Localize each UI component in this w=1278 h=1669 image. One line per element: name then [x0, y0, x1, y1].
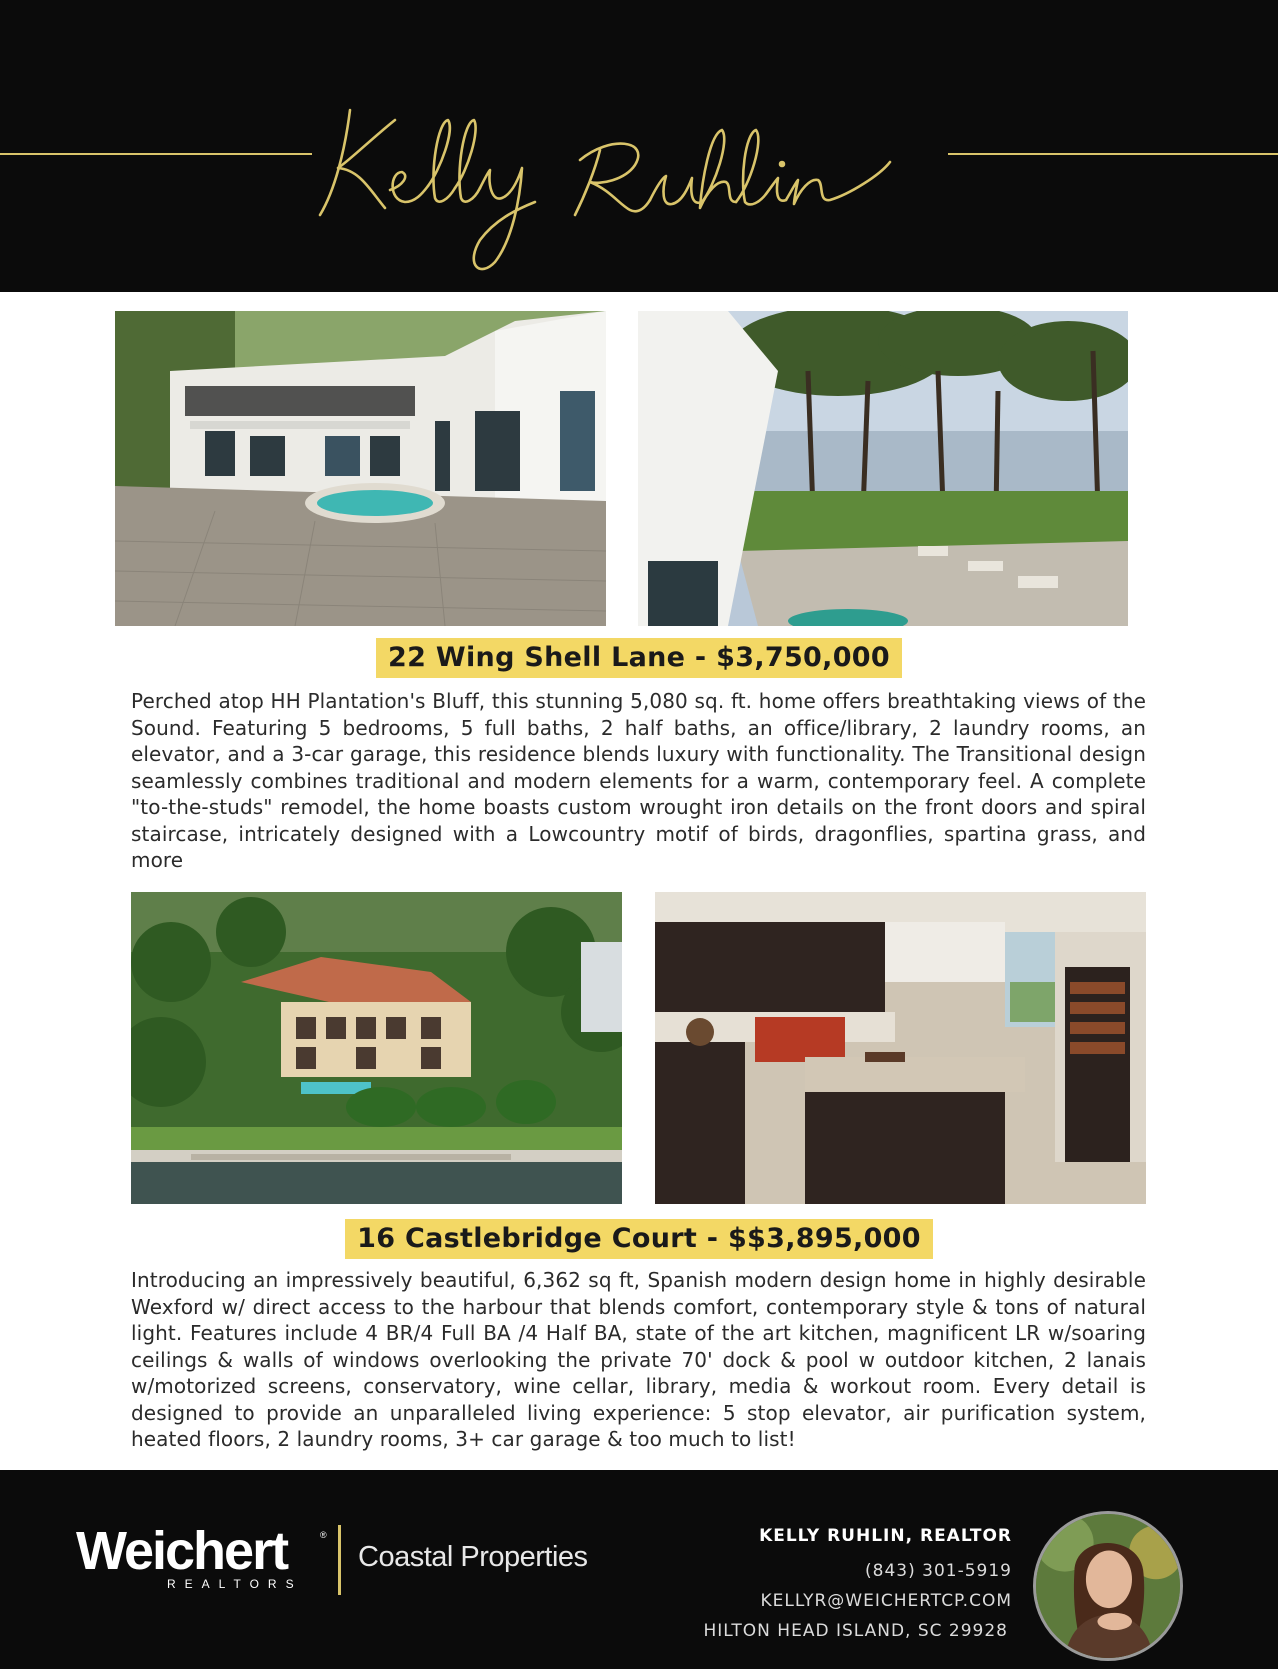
header-rule-left: [0, 153, 312, 155]
listing-1-title: 22 Wing Shell Lane - $3,750,000: [376, 638, 902, 678]
photo-kitchen: [655, 892, 1146, 1204]
weichert-logo-word: Weichert: [76, 1521, 288, 1581]
agent-phone[interactable]: (843) 301-5919: [865, 1561, 1012, 1581]
signature-logo: [290, 90, 990, 280]
agent-email[interactable]: KELLYR@WEICHERTCP.COM: [760, 1591, 1012, 1611]
listing-2-description: Introducing an impressively beautiful, 6,362 sq ft, Spanish modern design home in highly desirable Wexford w/ direct access to the harbour that blends comfort, contemporary style & tons of natural light. Features include 4 BR/4 Full BA /4 Half BA, state of the art kitchen, magnificent LR w/soaring ceilings & walls of windows overlooking the private 70' dock & pool w outdoor kitchen, 2 lanais w/motorized screens, conservatory, wine cellar, library, media & workout room. Every detail is designed to provide an unparalleled living experience: 5 stop elevator, air purification system, heated floors, 2 laundry rooms, 3+ car garage & too much to list!: [131, 1268, 1146, 1451]
listing-1-title-wrap: [0, 638, 1278, 678]
registered-mark: ®: [320, 1530, 327, 1540]
agent-name: KELLY RUHLIN, REALTOR: [759, 1526, 1012, 1546]
logo-divider: [338, 1525, 341, 1595]
weichert-logo-sub: REALTORS: [167, 1577, 303, 1591]
listing-2-title: 16 Castlebridge Court - $$3,895,000: [345, 1219, 933, 1259]
listing-2-title-wrap: [0, 1219, 1278, 1259]
photo-lawn-sound-view: [638, 311, 1128, 626]
header-rule-right: [948, 153, 1278, 155]
logo-coastal-properties: Coastal Properties: [358, 1541, 588, 1573]
photo-pool-patio: [115, 311, 606, 626]
listing-1-description: Perched atop HH Plantation's Bluff, this stunning 5,080 sq. ft. home offers breathtaking views of the Sound. Featuring 5 bedrooms, 5 full baths, 2 half baths, an office/library, 2 laundry rooms, an elevator, and a 3-car garage, this residence blends luxury with functionality. The Transitional design seamlessly combines traditional and modern elements for a warm, contemporary feel. A complete "to-the-studs" remodel, the home boasts custom wrought iron details on the front doors and spiral staircase, intricately designed with a Lowcountry motif of birds, dragonflies, spartina grass, and more: [131, 689, 1146, 872]
agent-photo: [1033, 1511, 1183, 1661]
photo-aerial-home-harbour: [131, 892, 622, 1204]
agent-city: HILTON HEAD ISLAND, SC 29928: [703, 1621, 1008, 1641]
